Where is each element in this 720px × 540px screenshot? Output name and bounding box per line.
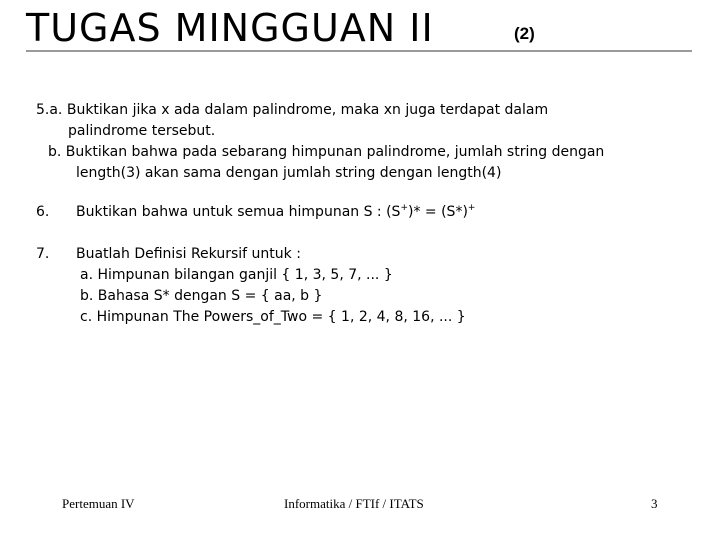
question-7: [36, 244, 706, 328]
question-7-intro: Buatlah Definisi Rekursif untuk :: [76, 246, 301, 262]
footer-department: Informatika / FTIf / ITATS: [284, 496, 424, 511]
question-6-text-start: Buktikan bahwa untuk semua himpunan S : (S: [76, 204, 401, 220]
question-6-text-mid: )* = (S*): [408, 204, 468, 220]
slide-subtitle: (2): [514, 24, 535, 43]
question-7-item-c: c. Himpunan The Powers_of_Two = { 1, 2, 4, 8, 16, ... }: [80, 309, 466, 325]
footer-meeting: Pertemuan IV: [62, 496, 135, 511]
question-7-item-b: b. Bahasa S* dengan S = { aa, b }: [80, 288, 323, 304]
question-5a-line-2: palindrome tersebut.: [68, 123, 216, 139]
question-7-number: 7.: [36, 246, 50, 262]
question-7-item-a: a. Himpunan bilangan ganjil { 1, 3, 5, 7, ... }: [80, 267, 393, 283]
question-5b-line-1: b. Buktikan bahwa pada sebarang himpunan palindrome, jumlah string dengan: [48, 144, 605, 160]
question-5b-line-2: length(3) akan sama dengan jumlah string dengan length(4): [76, 165, 502, 181]
question-5a-line-1: 5.a. Buktikan jika x ada dalam palindrome, maka xn juga terdapat dalam: [36, 102, 549, 118]
title-divider: [26, 50, 692, 52]
question-6-superscript-plus-2: +: [467, 203, 476, 213]
question-6-number: 6.: [36, 204, 50, 220]
question-6-superscript-plus: +: [400, 203, 408, 213]
slide-title: TUGAS MINGGUAN II: [26, 6, 434, 50]
question-6: [36, 202, 706, 223]
footer-page-number: 3: [651, 496, 658, 511]
assignment-content: [36, 100, 706, 328]
